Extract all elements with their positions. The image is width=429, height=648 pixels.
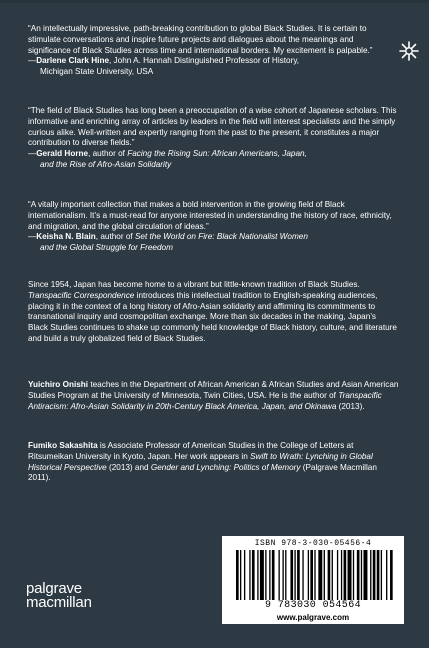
endorsement-attribution: —Darlene Clark Hine, John A. Hannah Distinguished Professor of History, Michigan State University, USA [28,56,398,78]
barcode-digits: 9 783030 054564 [264,600,361,611]
endorsement-2 [28,106,398,171]
endorser-name: Darlene Clark Hine [36,56,109,66]
book-description [28,280,398,345]
bio-book: Transpacific Antiracism: Afro-Asian Solidarity in 20th-Century Black America, Japan, and Okinawa [28,390,382,411]
endorser-book: Set the World on Fire: Black Nationalist Women [134,232,308,242]
endorser-affiliation: , John A. Hannah Distinguished Professor of History, [109,56,300,66]
bio-book: Swift to Wrath: Lynching in Global Historical Perspective [28,451,373,472]
bio-text: teaches in the Department of African American & African Studies and Asian American Studies Program at the University of Minnesota, Twin Cities, USA. He is the author of [28,380,399,400]
editor-name: Fumiko Sakashita [28,441,98,450]
endorsement-attribution: —Gerald Horne, author of Facing the Rising Sun: African Americans, Japan, and the Rise of Afro-Asian Solidarity [28,149,398,171]
publisher-logo [26,582,92,610]
bio-text-end: (2013). [336,401,365,411]
barcode-box [222,536,404,624]
endorser-book-cont: and the Rise of Afro-Asian Solidarity [40,159,172,169]
endorsement-text: “The field of Black Studies has long been a preoccupation of a wise cohort of Japanese scholars. This informative and enriching array of articles by leaders in the field will interest specialists and the simply curious alike. Well-written and expertly ranging from the past to the present, it constitutes a major contribution to diverse fields.” [28,106,397,148]
endorser-book-cont: and the Global Struggle for Freedom [40,243,173,253]
description-text: Since 1954, Japan has become home to a vibrant but little-known tradition of Black Studies. [28,280,360,289]
bio-text: is Associate Professor of American Studies in the College of Letters at Ritsumeikan University in Kyoto, Japan. Her work appears in [28,441,354,461]
bio-book-2: Gender and Lynching: Politics of Memory [150,462,301,472]
editor-name: Yuichiro Onishi [28,380,89,389]
endorsement-text: “An intellectually impressive, path-breaking contribution to global Black Studies. It is certain to stimulate conversations and inspire future projects and dialogues about the meanings and significance of Black Studies across time and international borders. My excitement is palpable.” [28,24,373,55]
endorsement-1 [28,24,398,78]
endorser-affiliation: , author of [88,149,128,159]
publisher-name-line1: palgrave [26,580,82,597]
editor-bio-1 [28,380,400,412]
endorser-institution: Michigan State University, USA [40,67,154,77]
endorser-name: Keisha N. Blain [36,232,96,242]
endorser-name: Gerald Horne [36,149,89,159]
springer-logo-icon [398,40,420,62]
description-text-cont: introduces this intellectual tradition to English-speaking audiences, placing it in the context of a long history of Afro-Asian solidarity and affirming its commitments to transnational inquiry and cosmopolitan exchange. More than six decades in the making, Japan’s Black Studies continues to shake up commonly held knowledge of Black history, culture, and literature and build a truly globalized field of Black Studies. [28,290,397,343]
book-title: Transpacific Correspondence [28,290,135,300]
endorsement-3 [28,200,398,254]
endorsement-text: “A vitally important collection that makes a bold intervention in the growing field of Black internationalism. It’s a must-read for anyone interested in understanding the history of race, ethnicity, and migration, and the global circulation of ideas.” [28,200,392,231]
top-edge [0,0,429,3]
isbn-label: ISBN 978-3-030-05456-4 [254,539,372,548]
publisher-name-line2: macmillan [26,594,92,611]
barcode-image [236,550,394,600]
publisher-url: www.palgrave.com [276,613,350,622]
bio-text-end: (Palgrave Macmillan 2011). [28,462,377,483]
bio-text-mid: (2013) and [106,462,151,472]
editor-bio-2 [28,441,400,484]
endorsement-attribution: —Keisha N. Blain, author of Set the World on Fire: Black Nationalist Women and the Global Struggle for Freedom [28,232,398,254]
endorser-affiliation: , author of [95,232,135,242]
endorser-book: Facing the Rising Sun: African Americans, Japan, [127,149,307,159]
